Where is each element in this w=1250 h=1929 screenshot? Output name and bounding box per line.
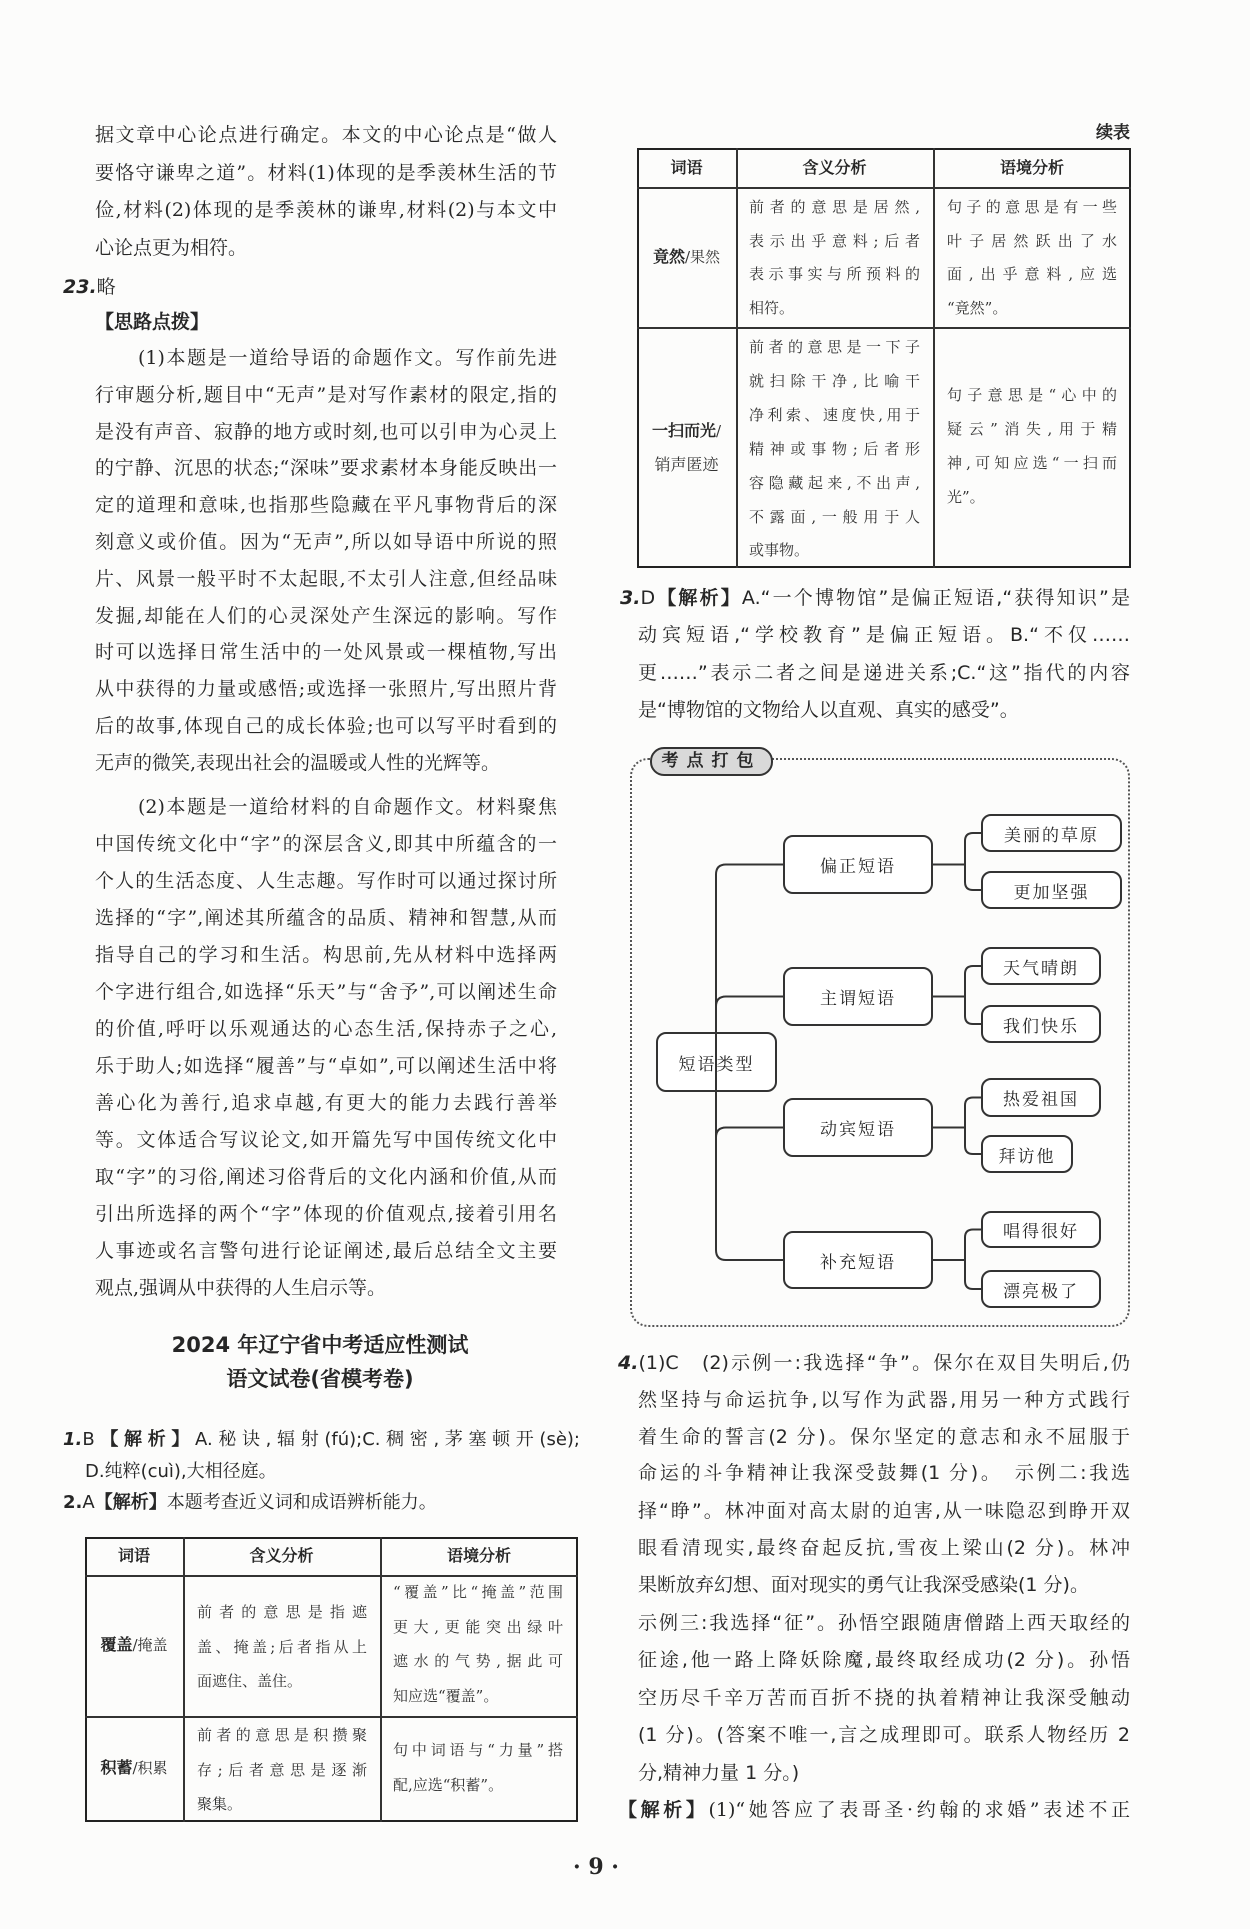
context-line: 光”。 bbox=[947, 487, 985, 506]
analysis-text: A.“一个博物馆”是偏正短语,“获得知识”是 bbox=[741, 587, 1130, 609]
word-separator: / bbox=[715, 422, 722, 440]
branch-connector bbox=[716, 865, 783, 875]
paragraph-line: 是没有声音、寂静的地方或时刻,也可以引申为心灵上 bbox=[95, 420, 557, 443]
phrase-example-node: 漂亮极了 bbox=[981, 1270, 1101, 1308]
analysis-tag: 【解析】 bbox=[655, 587, 742, 609]
meaning-line: 面遮住、盖住。 bbox=[197, 1672, 303, 1690]
paragraph-line: 行审题分析,题目中“无声”是对写作素材的限定,指的 bbox=[95, 383, 557, 406]
paragraph-line: 定的道理和意味,也指那些隐藏在平凡事物背后的深 bbox=[95, 494, 557, 517]
paragraph-line: 从中获得的力量或感悟;或选择一张照片,写出照片背 bbox=[95, 678, 557, 701]
question-1-line2: D.纯粹(cuì),大相径庭。 bbox=[85, 1461, 277, 1482]
question-4-line: 空历尽千辛万苦而百折不挠的执着精神让我深受触动 bbox=[638, 1687, 1130, 1709]
intro-line: 要恪守谦卑之道”。材料(1)体现的是季羡林生活的节 bbox=[95, 161, 557, 184]
question-4-line: 然坚持与命运抗争,以写作为武器,用另一种方式践行 bbox=[638, 1389, 1130, 1411]
phrase-example-node: 我们快乐 bbox=[981, 1005, 1101, 1043]
question-4-line: 眼看清现实,最终奋起反抗,雪夜上梁山(2 分)。林冲 bbox=[638, 1537, 1130, 1559]
answer-letter: B bbox=[82, 1429, 95, 1450]
question-4-line: 命运的斗争精神让我深受鼓舞(1 分)。 示例二:我选 bbox=[638, 1462, 1130, 1484]
question-3-line: 动宾短语,“学校教育”是偏正短语。B.“不仅…… bbox=[638, 624, 1130, 647]
table-header-cell: 语境分析 bbox=[999, 157, 1064, 177]
question-3-line: 是“博物馆的文物给人以直观、真实的感受”。 bbox=[638, 698, 1019, 721]
meaning-line: 表示事实与所预料的 bbox=[749, 265, 920, 284]
knowledge-pack-label: 考点打包 bbox=[650, 747, 773, 776]
exam-subtitle: 语文试卷(省模考卷) bbox=[226, 1367, 414, 1391]
meaning-line: 相符。 bbox=[749, 299, 795, 318]
context-line: 叶子居然跃出了水 bbox=[947, 231, 1117, 250]
context-line: 更大,更能突出绿叶 bbox=[393, 1617, 563, 1636]
word-alternative: 掩盖 bbox=[137, 1636, 168, 1654]
meaning-line: 盖、掩盖;后者指从上 bbox=[197, 1637, 367, 1656]
hint-heading: 【思路点拨】 bbox=[95, 311, 210, 333]
word-primary: 积蓄 bbox=[100, 1758, 133, 1777]
context-line: “竟然”。 bbox=[947, 299, 1008, 318]
word-separator: / bbox=[684, 248, 691, 266]
phrase-type-node: 偏正短语 bbox=[783, 835, 933, 894]
paragraph-line: 刻意义或价值。因为“无声”,所以如导语中所说的照 bbox=[95, 531, 557, 553]
context-line: 神,可知应选“一扫而 bbox=[947, 453, 1117, 472]
branch-connector bbox=[716, 1250, 783, 1260]
meaning-line: 存;后者意思是逐渐 bbox=[197, 1760, 367, 1779]
meaning-line: 不露面,一般用于人 bbox=[749, 507, 920, 526]
phrase-example-node: 拜访他 bbox=[981, 1135, 1073, 1173]
word-alternative: 果然 bbox=[690, 248, 721, 266]
paragraph-line: 时可以选择日常生活中的一处风景或一棵植物,写出 bbox=[95, 641, 557, 664]
continued-table-label: 续表 bbox=[1096, 123, 1130, 143]
paragraph-line: 的宁静、沉思的状态;“深味”要求素材本身能反映出一 bbox=[95, 457, 557, 480]
exam-title: 2024 年辽宁省中考适应性测试 bbox=[171, 1333, 469, 1357]
analysis-tag: 【解析】 bbox=[94, 1429, 195, 1450]
context-line: 疑云”消失,用于精 bbox=[947, 419, 1117, 438]
question-number: 2. bbox=[63, 1492, 83, 1513]
phrase-type-node: 动宾短语 bbox=[783, 1098, 933, 1157]
meaning-line: 精神或事物;后者形 bbox=[749, 439, 920, 458]
word-alternative: 积累 bbox=[137, 1759, 168, 1777]
meaning-line: 就扫除干净,比喻干 bbox=[749, 371, 920, 390]
question-4-analysis bbox=[618, 1795, 1130, 1825]
word-alternative: 销声匿迹 bbox=[654, 455, 719, 474]
example-connector bbox=[933, 1098, 981, 1155]
phrase-example-node: 唱得很好 bbox=[981, 1211, 1101, 1248]
branch-connector bbox=[716, 1128, 783, 1138]
paragraph-line: 善心化为善行,追求卓越,有更大的能力去践行善举 bbox=[95, 1092, 557, 1114]
question-3-line: 更……”表示二者之间是递进关系;C.“这”指代的内容 bbox=[638, 661, 1130, 684]
paragraph-line: 引出所选择的两个“字”体现的价值观点,接着引用名 bbox=[95, 1203, 557, 1225]
paragraph-line: 取“字”的习俗,阐述习俗背后的文化内涵和价值,从而 bbox=[95, 1166, 557, 1188]
table-header-cell: 词语 bbox=[117, 1546, 150, 1565]
question-4-line: 择“睁”。林冲面对高太尉的迫害,从一味隐忍到睁开双 bbox=[638, 1500, 1130, 1522]
page-number: · 9 · bbox=[573, 1854, 619, 1880]
question-number: 4. bbox=[618, 1352, 639, 1374]
table-header-cell: 含义分析 bbox=[249, 1546, 314, 1565]
table-header-cell: 语境分析 bbox=[446, 1546, 511, 1565]
word-primary: 覆盖 bbox=[100, 1635, 133, 1654]
paragraph-line: 观点,强调从中获得的人生启示等。 bbox=[95, 1277, 387, 1299]
question-4-line: 果断放弃幻想、面对现实的勇气让我深受感染(1 分)。 bbox=[638, 1574, 1089, 1596]
meaning-line: 前者的意思是居然, bbox=[749, 198, 920, 216]
meaning-line: 表示出乎意料;后者 bbox=[749, 231, 920, 250]
paragraph-line: 无声的微笑,表现出社会的温暖或人性的光辉等。 bbox=[95, 751, 501, 774]
analysis-tag: 【解析】 bbox=[618, 1799, 709, 1821]
analysis-text: (1)“她答应了表哥圣·约翰的求婚”表述不正 bbox=[708, 1799, 1130, 1821]
question-4-line: 征途,他一路上降妖除魔,最终取经成功(2 分)。孙悟 bbox=[638, 1649, 1130, 1671]
answer-text: (1)C (2)示例一:我选择“争”。保尔在双目失明后,仍 bbox=[638, 1352, 1130, 1374]
context-line: 面,出乎意料,应选 bbox=[947, 265, 1117, 284]
paragraph-line: 乐于助人;如选择“履善”与“卓如”,可以阐述生活中将 bbox=[95, 1055, 557, 1077]
word-primary: 一扫而光 bbox=[651, 421, 716, 440]
paragraph-line: 的价值,呼吁以乐观通达的心态生活,保持赤子之心, bbox=[95, 1018, 557, 1040]
analysis-text: A.秘诀,辐射(fú);C.稠密,茅塞顿开(sè); bbox=[195, 1429, 580, 1450]
phrase-example-node: 美丽的草原 bbox=[981, 814, 1122, 852]
branch-connector bbox=[716, 997, 783, 1007]
word-primary: 竟然 bbox=[652, 247, 685, 266]
analysis-tag: 【解析】 bbox=[94, 1492, 167, 1513]
meaning-line: 前者的意思是一下子 bbox=[749, 338, 920, 356]
answer-letter: A bbox=[82, 1492, 95, 1513]
question-number: 1. bbox=[63, 1429, 83, 1450]
context-line: “覆盖”比“掩盖”范围 bbox=[393, 1583, 563, 1601]
phrase-example-node: 天气晴朗 bbox=[981, 947, 1101, 985]
paragraph-line: 片、风景一般平时不太起眼,不太引人注意,但经品味 bbox=[95, 567, 557, 590]
paragraph-line: (1)本题是一道给导语的命题作文。写作前先进 bbox=[138, 347, 557, 369]
meaning-line: 前者的意思是指遮 bbox=[197, 1603, 367, 1621]
example-connector bbox=[933, 833, 981, 890]
context-line: 遮水的气势,据此可 bbox=[393, 1652, 563, 1670]
question-number: 3. bbox=[620, 587, 641, 609]
paragraph-line: 后的故事,体现自己的成长体验;也可以写平时看到的 bbox=[95, 715, 557, 737]
context-line: 知应选“覆盖”。 bbox=[393, 1686, 499, 1705]
question-4-line: (1 分)。(答案不唯一,言之成理即可。联系人物经历 2 bbox=[638, 1724, 1130, 1746]
context-line: 句子意思是“心中的 bbox=[947, 386, 1117, 404]
intro-line: 心论点更为相符。 bbox=[95, 236, 248, 259]
phrase-example-node: 热爱祖国 bbox=[981, 1078, 1101, 1117]
word-separator: / bbox=[132, 1759, 138, 1777]
question-4 bbox=[618, 1348, 1130, 1378]
paragraph-line: 中国传统文化中“字”的深层含义,即其中所蕴含的一 bbox=[95, 833, 557, 855]
context-line: 配,应选“积蓄”。 bbox=[393, 1775, 504, 1794]
paragraph-line: 等。文体适合写议论文,如开篇先写中国传统文化中 bbox=[95, 1129, 557, 1151]
context-line: 句子的意思是有一些 bbox=[947, 198, 1117, 216]
phrase-example-node: 更加坚强 bbox=[981, 871, 1122, 909]
mindmap-root-node: 短语类型 bbox=[656, 1032, 777, 1092]
meaning-line: 前者的意思是积攒聚 bbox=[197, 1726, 367, 1744]
paragraph-line: 发掘,却能在人们的心灵深处产生深远的影响。写作 bbox=[95, 604, 557, 627]
question-number: 23. bbox=[63, 276, 97, 298]
meaning-line: 容隐藏起来,不出声, bbox=[749, 473, 920, 492]
question-4-line: 分,精神力量 1 分。) bbox=[638, 1762, 800, 1784]
meaning-line: 净利索、速度快,用于 bbox=[749, 405, 920, 424]
table-header-cell: 词语 bbox=[670, 157, 703, 177]
intro-line: 据文章中心论点进行确定。本文的中心论点是“做人 bbox=[95, 124, 557, 146]
word-separator: / bbox=[132, 1636, 138, 1654]
paragraph-line: 个人的生活态度、人生志趣。写作时可以通过探讨所 bbox=[95, 870, 557, 892]
paragraph-line: 个字进行组合,如选择“乐天”与“舍予”,可以阐述生命 bbox=[95, 981, 557, 1003]
example-connector bbox=[933, 1230, 981, 1290]
paragraph-line: (2)本题是一道给材料的自命题作文。材料聚焦 bbox=[138, 796, 557, 818]
question-4-line: 示例三:我选择“征”。孙悟空跟随唐僧踏上西天取经的 bbox=[638, 1612, 1130, 1634]
answer-letter: D bbox=[640, 587, 656, 609]
example-connector bbox=[933, 966, 981, 1024]
paragraph-line: 选择的“字”,阐述其所蕴含的品质、精神和智慧,从而 bbox=[95, 907, 557, 929]
answer-text: 略 bbox=[96, 276, 116, 298]
context-line: 句中词语与“力量”搭 bbox=[393, 1741, 563, 1759]
meaning-line: 或事物。 bbox=[749, 541, 810, 560]
intro-line: 俭,材料(2)体现的是季羡林的谦卑,材料(2)与本文中 bbox=[95, 199, 557, 221]
paragraph-line: 指导自己的学习和生活。构思前,先从材料中选择两 bbox=[95, 944, 557, 966]
phrase-type-node: 主谓短语 bbox=[783, 967, 933, 1026]
analysis-text: 本题考查近义词和成语辨析能力。 bbox=[166, 1492, 437, 1513]
table-header-cell: 含义分析 bbox=[802, 157, 867, 177]
meaning-line: 聚集。 bbox=[197, 1795, 243, 1813]
paragraph-line: 人事迹或名言警句进行论证阐述,最后总结全文主要 bbox=[95, 1240, 557, 1262]
phrase-type-node: 补充短语 bbox=[783, 1231, 933, 1289]
question-4-line: 着生命的誓言(2 分)。保尔坚定的意志和永不屈服于 bbox=[638, 1426, 1130, 1448]
